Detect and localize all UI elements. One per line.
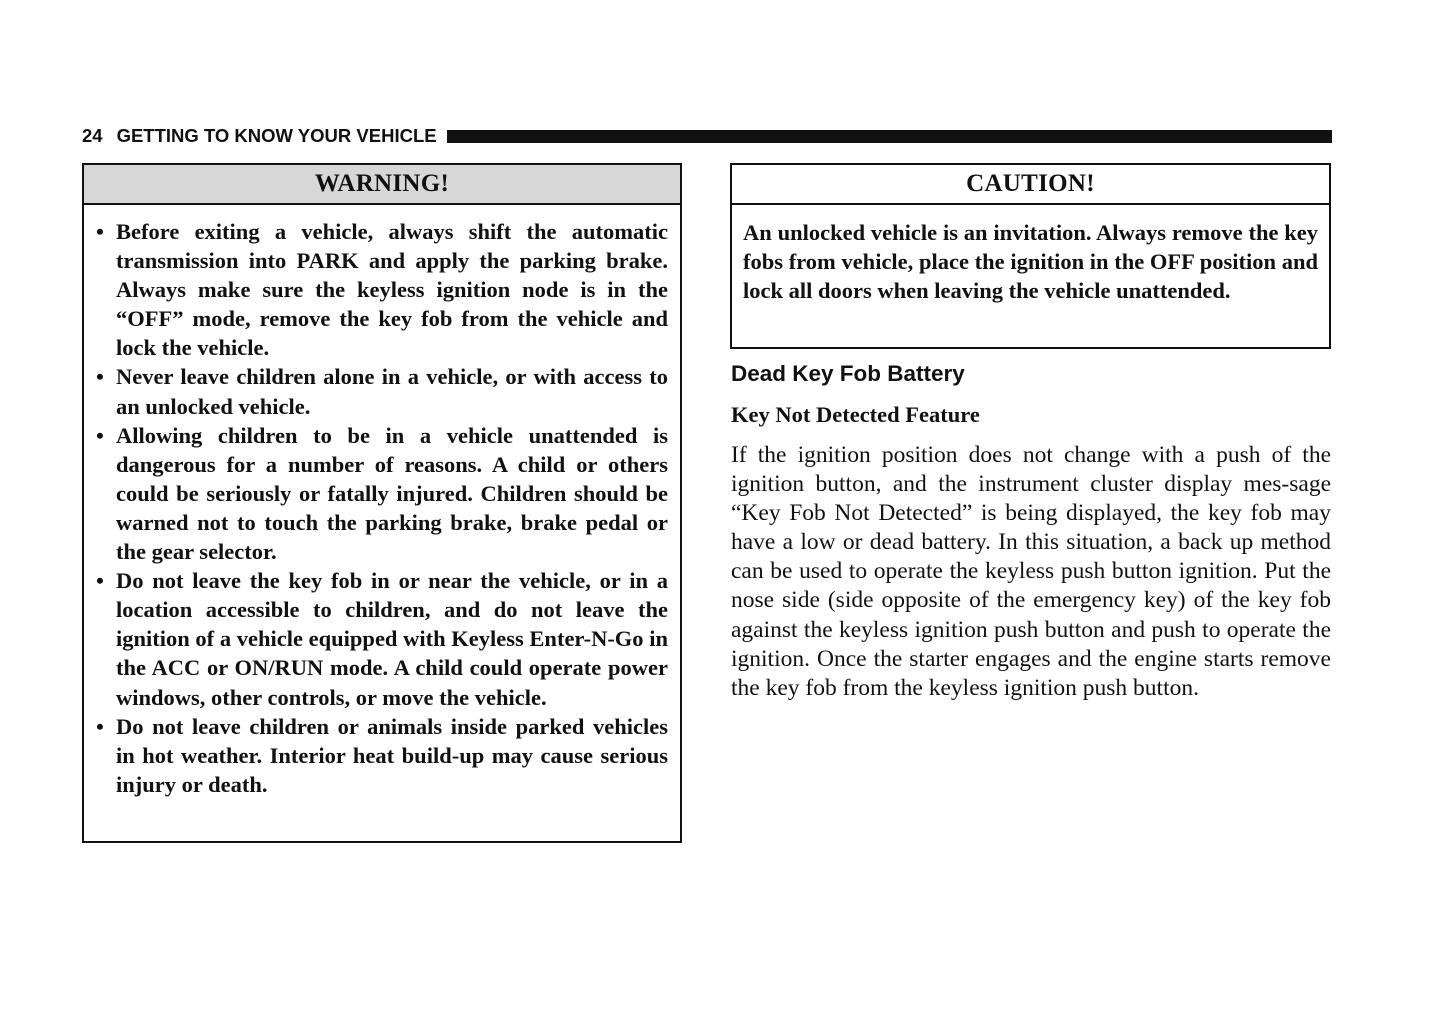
caution-title: CAUTION! (732, 165, 1329, 205)
section-heading: Dead Key Fob Battery (731, 361, 965, 386)
feature-subheading: Key Not Detected Feature (731, 402, 980, 427)
warning-item-text: Allowing children to be in a vehicle unattended is dangerous for a number of reasons. A child or others could be seriously or fatally injured. Children should be warned not to touch the parking brake, brake pedal or the gear selector. (116, 422, 668, 565)
warning-item (96, 712, 668, 799)
caution-text: An unlocked vehicle is an invitation. Always remove the key fobs from vehicle, place the ignition in the OFF position and lock all doors when leaving the vehicle unattended. (743, 220, 1318, 304)
bullet-icon: • (96, 422, 104, 448)
caution-box (730, 163, 1331, 349)
body-paragraph: If the ignition position does not change with a push of the ignition button, and the instrument cluster display mes-sage “Key Fob Not Detected” is being displayed, the key fob may have a low or dead battery. In this situation, a back up method can be used to operate the keyless push button ignition. Put the nose side (side opposite of the emergency key) of the key fob against the keyless ignition push button and push to operate the ignition. Once the starter engages and the engine starts remove the key fob from the keyless ignition push button. (731, 442, 1331, 701)
bullet-icon: • (96, 219, 104, 244)
bullet-icon: • (96, 568, 104, 594)
bullet-icon: • (96, 713, 104, 739)
warning-box (82, 163, 682, 843)
warning-item-text: Before exiting a vehicle, always shift the automatic transmission into PARK and apply the parking brake. Always make sure the keyless ignition node is in the “OFF” mode, remove the key fob from the vehicle and lock the vehicle. (116, 219, 668, 361)
warning-item-text: Do not leave children or animals inside parked vehicles in hot weather. Interior heat build-up may cause serious injury or death. (116, 713, 668, 797)
page-header (82, 124, 1332, 148)
bullet-icon: • (96, 364, 104, 390)
warning-item (96, 362, 668, 420)
warning-item-text: Never leave children alone in a vehicle, or with access to an unlocked vehicle. (116, 364, 668, 419)
warning-list (84, 205, 680, 799)
page-number: 24 (82, 125, 103, 146)
section-title: GETTING TO KNOW YOUR VEHICLE (116, 125, 437, 146)
header-rule (447, 130, 1332, 143)
warning-item (96, 566, 668, 711)
warning-item (96, 217, 668, 362)
warning-title: WARNING! (84, 165, 680, 205)
warning-item-text: Do not leave the key fob in or near the vehicle, or in a location accessible to children, and do not leave the ignition of a vehicle equipped with Keyless Enter-N-Go in the ACC or ON/RUN mode. A child could operate power windows, other controls, or move the vehicle. (116, 568, 668, 710)
warning-item (96, 421, 668, 566)
